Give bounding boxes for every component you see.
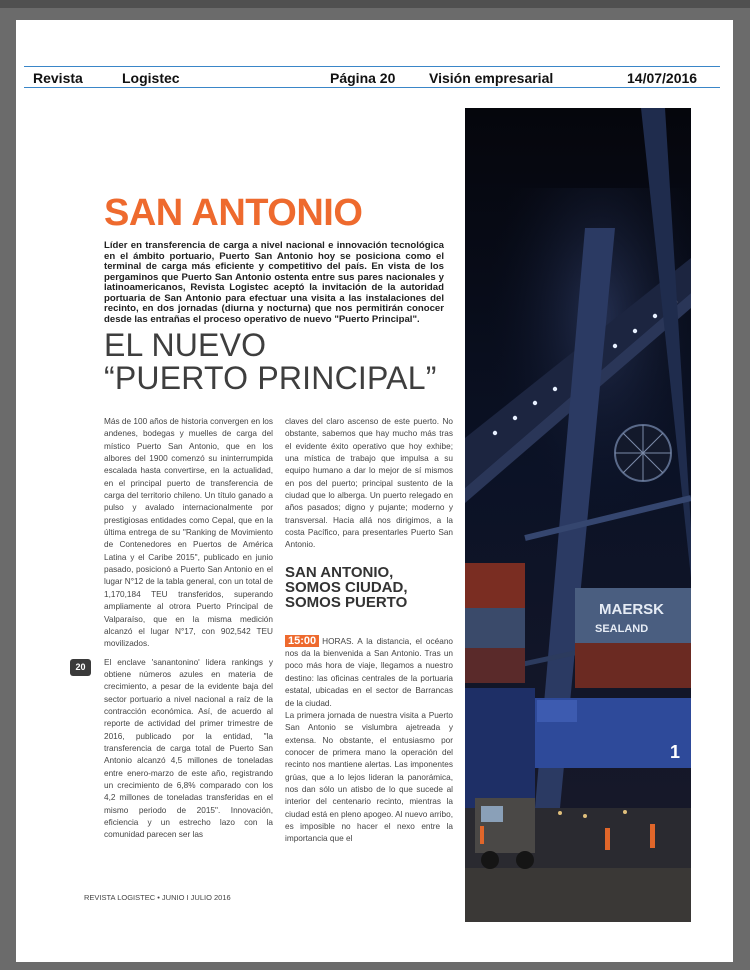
body-column-2: [285, 416, 453, 846]
paragraph: La primera jornada de nuestra visita a Puerto San Antonio se vislumbra ajetreada y extensa. No obstante, el entusiasmo por conocer de primera mano la operación del recinto nos mantiene alertas. Las imponentes grúas, que a lo lejos lideran la panorámica, nos dan sólo un atisbo de lo que sucede al interior del centenario recinto, mientras la ciudad está en pleno apogeo. Al nuevo arribo, es imposible no hacer el nexo entre la importancia que el: [285, 710, 453, 844]
section-subhead: [285, 565, 453, 610]
container-label-1: MAERSK: [599, 601, 665, 618]
document-page: [16, 20, 733, 962]
paragraph: El enclave 'sanantonino' lidera rankings y obtiene números azules en materia de crecimiento, a pesar de la evidente baja del sector portuario a nivel nacional a raíz de la contracción económica. Así, de acuerdo al reporte de actividad del primer trimestre de 2016, publicado por la entidad, "la transferencia de carga total de Puerto San Antonio alcanzó 4,5 millones de toneladas entre enero-marzo de este año, registrando un crecimiento de 6,8% comparado con los 4,2 millones de toneladas transferidas en el mismo periodo de 2015". Innovación, eficiencia y un estrecho lazo con la comunidad parecen ser las: [104, 657, 273, 840]
header-name: Logistec: [122, 70, 180, 86]
paragraph: Más de 100 años de historia convergen en los andenes, bodegas y muelles de carga del místico Puerto San Antonio, que en los albores del 1900 comenzó su ininterrumpida escalada hasta convertirse, en la actualidad, en el principal puerto de transferencia de carga del territorio chileno. Un título ganado a pulso y avalado internacionalmente por prestigiosas entidades como Cepal, que en la última entrega de su "Ranking de Movimiento de Contenedores en Puertos de América Latina y el Caribe 2015", publicado en junio pasado, posicionó a Puerto San Antonio en el lugar N°12 de la tabla general, con un total de 1,170,184 TEU transferidos, superando ampliamente al otrora Puerto Principal de Valparaíso, que en la misma medición alcanzó el lugar N°17, con 902,542 TEU movilizados.: [104, 417, 273, 649]
headline-line-1: EL NUEVO: [104, 327, 267, 363]
body-column-1: [104, 416, 273, 842]
paragraph: claves del claro ascenso de este puerto. No obstante, sabemos que hay mucho más tras el evidente éxito operativo que hoy exhibe; una mística de trabajo que impulsa a su equipo humano a dar lo mejor de sí mismos en pos del puerto; principal sustento de la ciudad que lo alberga. Un puerto relegado en años pasados; digno y pujante; moderno y transversal. Hacia allá nos dirigimos, a la costa Pacífico, para presentarles Puerto San Antonio.: [285, 417, 453, 550]
header-publication: Revista: [33, 70, 83, 86]
port-night-photo: [465, 108, 691, 922]
article-headline: [104, 329, 454, 395]
container-label-2: SEALAND: [595, 623, 649, 635]
time-badge: 15:00: [285, 635, 319, 647]
article-lede: Líder en transferencia de carga a nivel nacional e innovación tecnológica en el ámbito portuario, Puerto San Antonio hoy se posiciona como el terminal de carga más eficiente y competitivo del país. En vista de los pergaminos que Puerto San Antonio ostenta entre sus pares nacionales y latinoamericanos, Revista Logistec aceptó la invitación de la autoridad portuaria de San Antonio para efectuar una visita a las instalaciones del recinto, en dos jornadas (diurna y nocturna) que nos permitirán conocer desde las entrañas el proceso operativo de nuevo "Puerto Principal".: [104, 240, 444, 325]
headline-line-2: “PUERTO PRINCIPAL”: [104, 360, 437, 396]
paragraph: [285, 635, 453, 710]
header-section: Visión empresarial: [429, 70, 554, 86]
scan-top-strip: [0, 0, 750, 8]
paragraph-text: HORAS. A la distancia, el océano nos da la bienvenida a San Antonio. Tras un poco más hora de viaje, llegamos a nuestro destino: las oficinas centrales de la portuaria estatal, ubicadas en el sector de Barrancas de la ciudad.: [285, 636, 453, 708]
article-kicker: SAN ANTONIO: [104, 192, 363, 234]
subhead-line-3: SOMOS PUERTO: [285, 593, 408, 611]
page-number-badge: 20: [70, 659, 91, 676]
clipping-header: [24, 66, 720, 88]
header-date: 14/07/2016: [627, 70, 698, 86]
crane-number: 1: [670, 742, 681, 762]
subhead-line-1: SAN ANTONIO,: [285, 563, 394, 581]
page-footer: REVISTA LOGISTEC • JUNIO I JULIO 2016: [84, 893, 231, 902]
subhead-line-2: SOMOS CIUDAD,: [285, 578, 408, 596]
crane-photo-illustration: [465, 108, 691, 922]
header-page: Página 20: [330, 70, 396, 86]
